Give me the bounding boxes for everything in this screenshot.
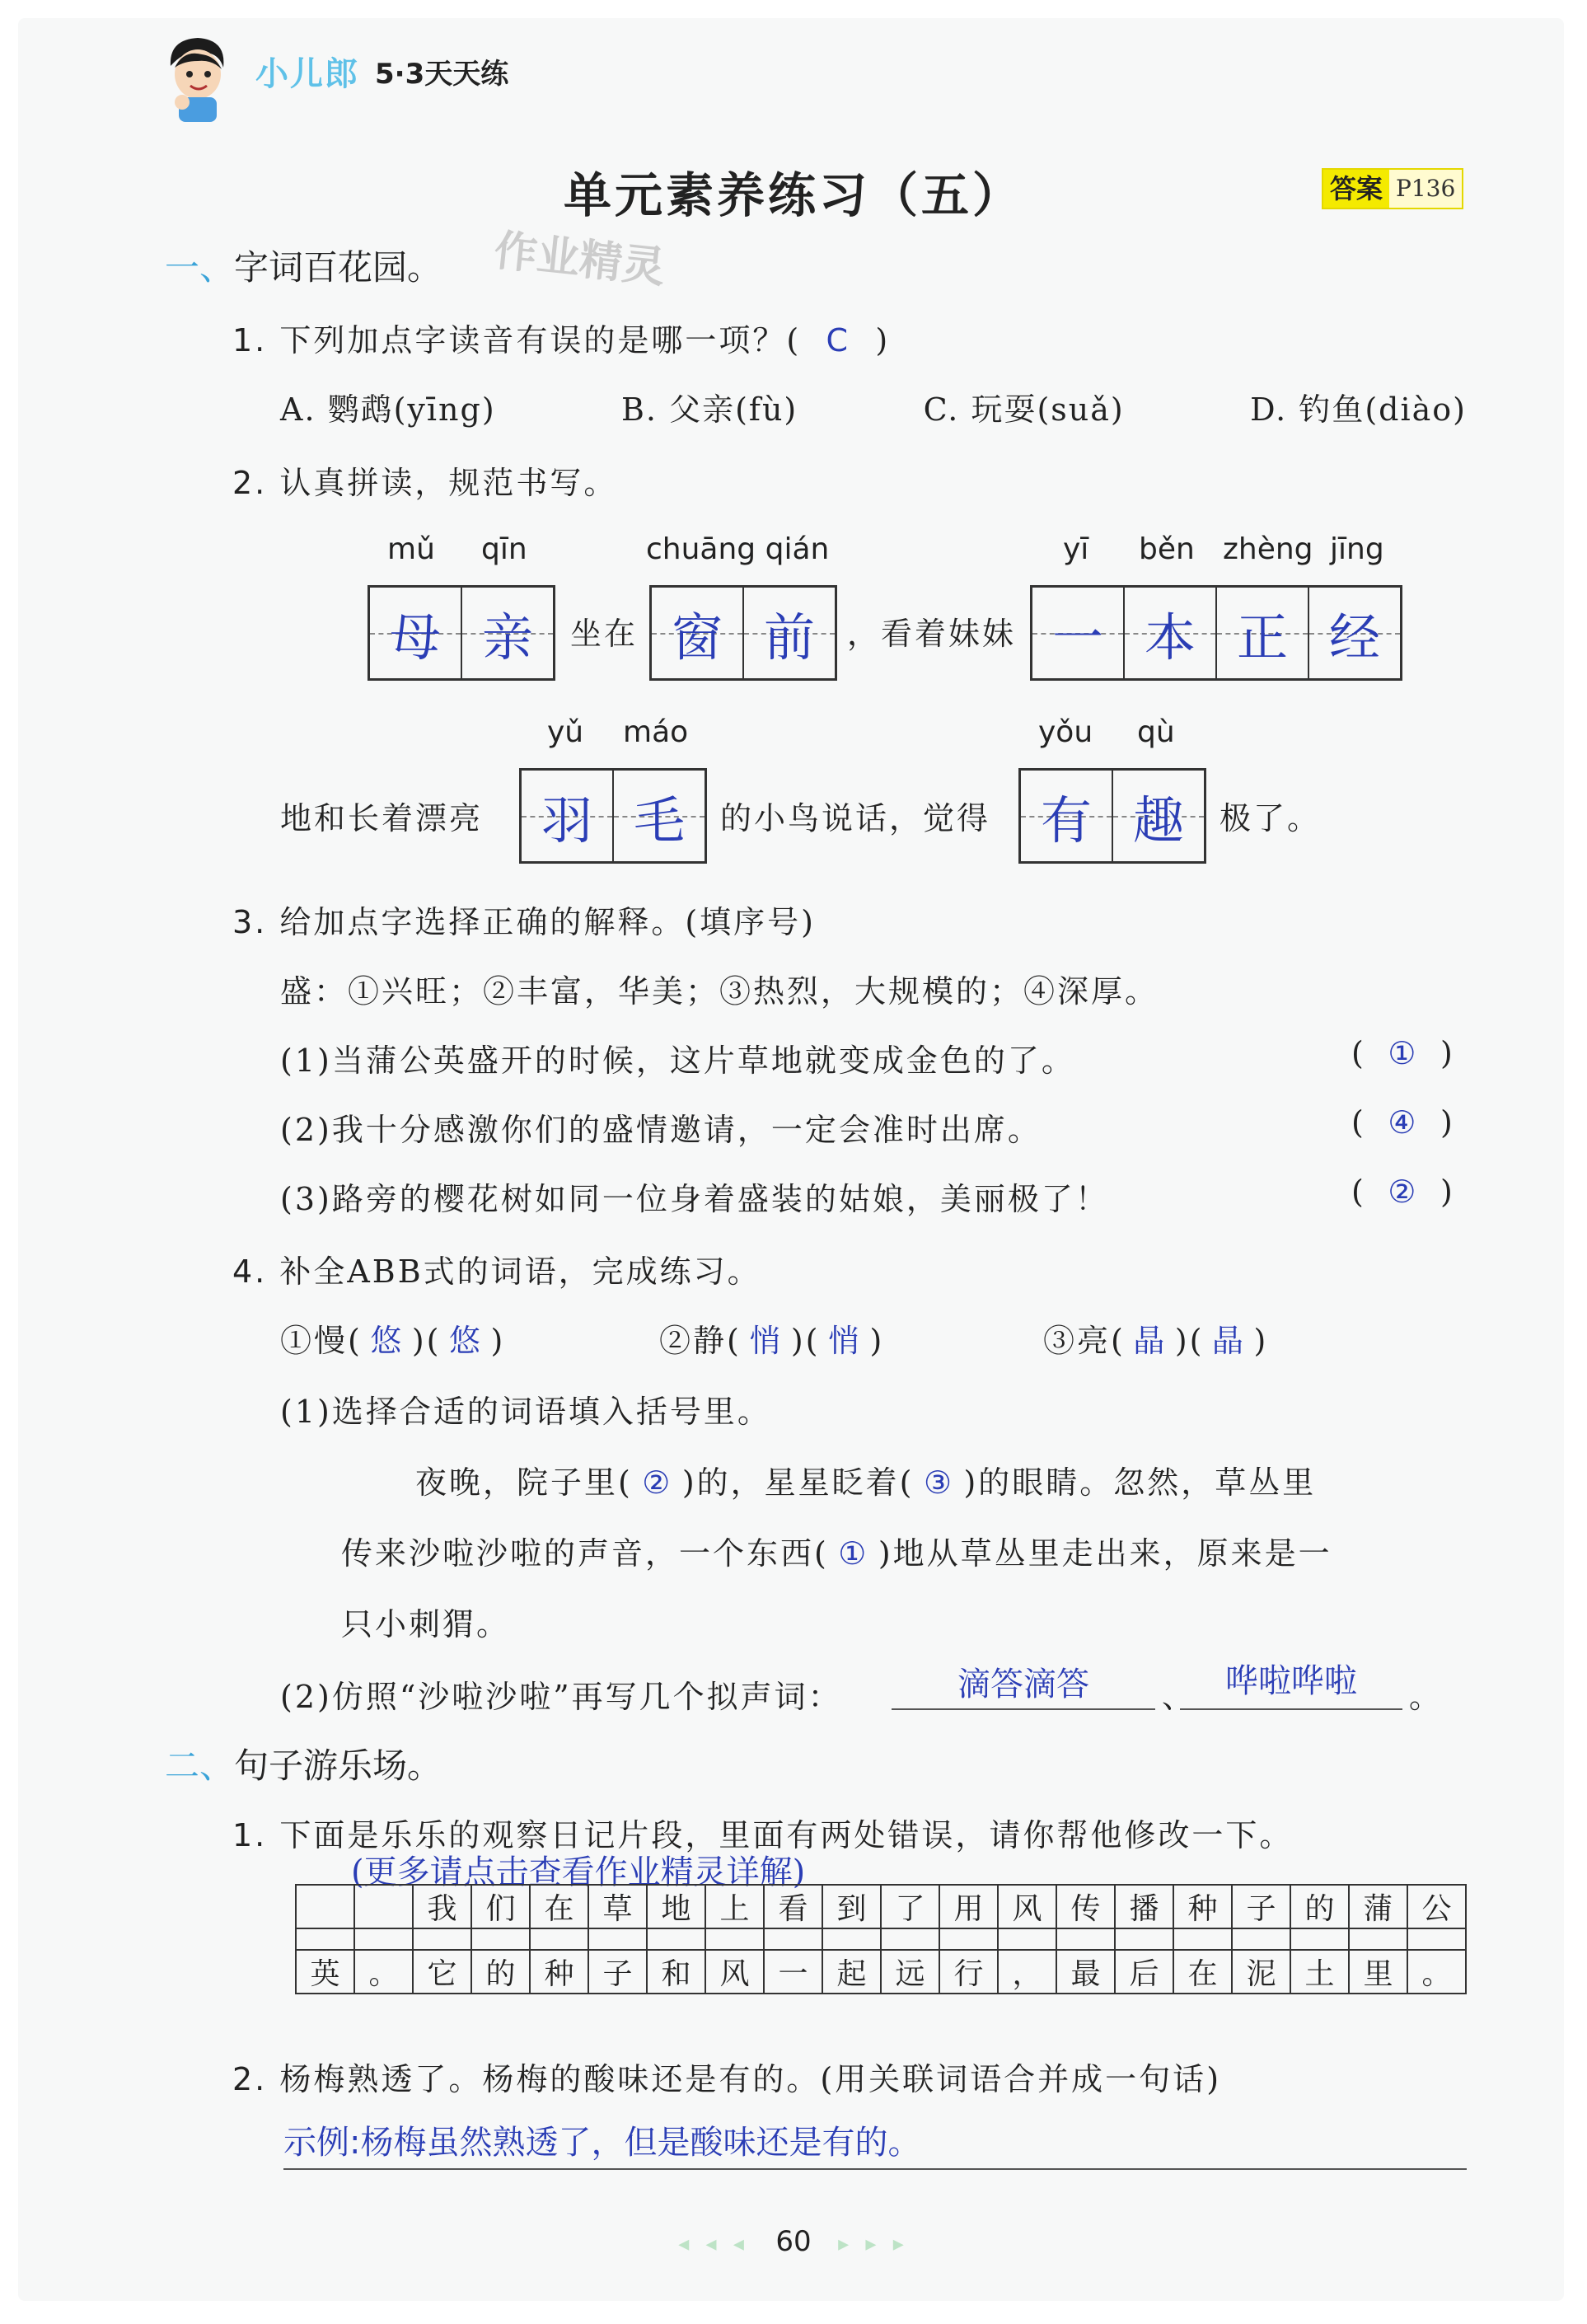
spacer-cell: [881, 1928, 939, 1950]
left-arrows-icon: ◂ ◂ ◂: [678, 2232, 749, 2256]
abb-end: ): [1253, 1323, 1269, 1359]
spacer-cell: [413, 1928, 471, 1950]
question-2-2: [232, 2054, 1221, 2099]
grid-cell[interactable]: 它: [413, 1950, 471, 1994]
grid-cell[interactable]: [1113, 771, 1204, 861]
grid-cell[interactable]: 在: [530, 1885, 588, 1928]
grid-char: 趣: [1132, 790, 1184, 850]
separator: 、: [1162, 1679, 1196, 1715]
pinyin-yu: yǔ: [547, 715, 584, 749]
sentence-fragment: ，看着妹妹: [847, 616, 1017, 652]
q4-paragraph-line-1: [415, 1457, 1316, 1502]
abb-mid: )(: [411, 1323, 442, 1359]
grid-cell[interactable]: [354, 1885, 413, 1928]
spacer-cell: [939, 1928, 998, 1950]
grid-cell[interactable]: [370, 588, 462, 678]
sentence-fragment: 极了。: [1220, 800, 1322, 836]
grid-cell[interactable]: 行: [939, 1950, 998, 1994]
pinyin-mao: máo: [623, 715, 689, 749]
onomatopoeia-answer-line-2[interactable]: [1180, 1655, 1402, 1703]
question-number: 1.: [232, 322, 268, 358]
option-a: A. 鹦鹉(yīng): [280, 391, 496, 428]
brand-logo-text: 小儿郎: [255, 55, 359, 93]
pinyin-yi: yī: [1063, 532, 1089, 566]
question-text: 下面是乐乐的观察日记片段，里面有两处错误，请你帮他修改一下。: [279, 1817, 1294, 1853]
section-1-title: 字词百花园。: [234, 247, 442, 288]
para-text: 传来沙啦沙啦的声音，一个东西(: [341, 1535, 829, 1572]
section-2-number: 二、: [165, 1745, 235, 1786]
para-text: )的眼睛。忽然，草丛里: [963, 1464, 1317, 1501]
brand-subtitle: 5·3天天练: [375, 58, 509, 91]
pinyin-ben: běn: [1139, 532, 1195, 566]
abb-word-2: [659, 1315, 884, 1361]
grid-cell[interactable]: [296, 1885, 354, 1928]
q3-item-2-answer: ( ④ ): [1351, 1104, 1455, 1141]
grid-cell[interactable]: 播: [1115, 1885, 1173, 1928]
abb-end: ): [490, 1323, 506, 1359]
abb-answer: 悄: [827, 1323, 862, 1359]
grid-cell[interactable]: 最: [1056, 1950, 1115, 1994]
grid-row: [296, 1950, 1466, 1994]
abb-mid: )(: [790, 1323, 821, 1359]
spacer-cell: [1407, 1928, 1466, 1950]
grid-char: 有: [1040, 790, 1092, 850]
watermark: 作业精灵: [491, 226, 668, 293]
onomatopoeia-answer-1: 滴答滴答: [957, 1666, 1089, 1703]
spacer-cell: [1173, 1928, 1232, 1950]
grid-cell[interactable]: 后: [1115, 1950, 1173, 1994]
page-number: 60: [775, 2225, 812, 2258]
question-text: 下列加点字读音有误的是哪一项？(: [279, 322, 802, 358]
option-b: B. 父亲(fù): [620, 391, 798, 428]
grid-cell[interactable]: ，: [998, 1950, 1056, 1994]
grid-cell[interactable]: 风: [705, 1950, 764, 1994]
answer-label: 答案: [1323, 170, 1389, 208]
abb-word-3: [1043, 1315, 1268, 1361]
grid-char: 母: [389, 607, 441, 668]
example-answer: 示例:杨梅虽然熟透了，但是酸味还是有的。: [283, 2124, 921, 2162]
diary-grid: [295, 1884, 1467, 1994]
grid-cell[interactable]: 远: [881, 1950, 939, 1994]
writing-grid-yibenzhengjing: [1030, 585, 1402, 681]
grid-cell[interactable]: [522, 771, 614, 861]
grid-cell[interactable]: 里: [1349, 1950, 1407, 1994]
q3-item-1-answer: ( ① ): [1351, 1035, 1455, 1071]
right-arrows-icon: ▸ ▸ ▸: [838, 2232, 909, 2256]
grid-char: 经: [1328, 607, 1380, 668]
spacer-cell: [1115, 1928, 1173, 1950]
grid-char: 一: [1051, 607, 1103, 668]
question-text: 给加点字选择正确的解释。(填序号): [279, 904, 817, 940]
pinyin-chuangqian: chuāng qián: [646, 532, 830, 566]
spacer-cell: [296, 1928, 354, 1950]
grid-cell[interactable]: 传: [1056, 1885, 1115, 1928]
detail-link[interactable]: (更多请点击查看作业精灵详解): [351, 1853, 806, 1891]
writing-grid-yumao: [519, 768, 707, 864]
abb-end: ): [869, 1323, 885, 1359]
paren-close: ): [875, 322, 891, 358]
q4-paragraph-line-3: 只小刺猬。: [341, 1606, 511, 1642]
grid-cell[interactable]: 到: [822, 1885, 881, 1928]
spacer-cell: [705, 1928, 764, 1950]
question-number: 3.: [232, 904, 268, 940]
writing-grid-youqu: [1018, 768, 1206, 864]
grid-cell[interactable]: 英: [296, 1950, 354, 1994]
grid-cell[interactable]: 土: [1290, 1950, 1349, 1994]
answer-choice: C: [826, 322, 851, 358]
onomatopoeia-answer-line-1[interactable]: [892, 1658, 1155, 1706]
onomatopoeia-answer-2: 哗啦哗啦: [1225, 1662, 1357, 1700]
answer-number: ④: [1388, 1104, 1419, 1141]
sentence-fragment: 坐在: [570, 616, 639, 652]
abb-prefix: ③亮(: [1043, 1323, 1126, 1359]
grid-cell[interactable]: 公: [1407, 1885, 1466, 1928]
grid-cell[interactable]: 我: [413, 1885, 471, 1928]
q3-item-1: (1)当蒲公英盛开的时候，这片草地就变成金色的了。: [280, 1043, 1075, 1079]
para-text: )的，星星眨着(: [681, 1464, 915, 1501]
para-text: 夜晚，院子里(: [415, 1464, 633, 1501]
spacer-cell: [588, 1928, 647, 1950]
q3-item-2: (2)我十分感激你们的盛情邀请，一定会准时出席。: [280, 1112, 1042, 1148]
spacer-cell: [471, 1928, 530, 1950]
option-d: D. 钓鱼(diào): [1250, 391, 1467, 428]
grid-char: 羽: [541, 790, 592, 850]
grid-char: 前: [763, 607, 815, 668]
grid-cell[interactable]: [1309, 588, 1400, 678]
q4-paragraph-line-2: [341, 1528, 1332, 1573]
sentence-fragment: 的小鸟说话，觉得: [720, 800, 991, 836]
grid-spacer-row: [296, 1928, 1466, 1950]
answer-number: ①: [1388, 1035, 1419, 1071]
abb-answer: 悠: [370, 1323, 405, 1359]
abb-prefix: ①慢(: [280, 1323, 363, 1359]
grid-cell[interactable]: [744, 588, 835, 678]
grid-cell[interactable]: 种: [1173, 1885, 1232, 1928]
writing-grid-chuangqian: [649, 585, 837, 681]
question-1-3: [232, 897, 816, 942]
answer-page-tag[interactable]: [1322, 168, 1463, 209]
grid-cell[interactable]: 。: [354, 1950, 413, 1994]
answer-line[interactable]: [283, 2116, 1467, 2170]
question-text: 杨梅熟透了。杨梅的酸味还是有的。(用关联词语合并成一句话): [279, 2061, 1222, 2097]
abb-answer: 悠: [448, 1323, 483, 1359]
spacer-cell: [822, 1928, 881, 1950]
grid-cell[interactable]: 一: [764, 1950, 822, 1994]
grid-cell[interactable]: 地: [647, 1885, 705, 1928]
grid-cell[interactable]: 上: [705, 1885, 764, 1928]
grid-cell[interactable]: [1032, 588, 1125, 678]
option-c: C. 玩耍(suǎ): [923, 391, 1125, 428]
para-answer: ③: [923, 1464, 955, 1501]
grid-cell[interactable]: 蒲: [1349, 1885, 1407, 1928]
section-1-number: 一、: [165, 247, 235, 288]
grid-cell[interactable]: 子: [1232, 1885, 1290, 1928]
grid-char: 窗: [671, 607, 723, 668]
grid-cell[interactable]: 看: [764, 1885, 822, 1928]
pinyin-qu: qù: [1137, 715, 1175, 749]
answer-underline: [1180, 1708, 1402, 1710]
spacer-cell: [1232, 1928, 1290, 1950]
spacer-cell: [1056, 1928, 1115, 1950]
spacer-cell: [998, 1928, 1056, 1950]
spacer-cell: [647, 1928, 705, 1950]
question-text: 补全ABB式的词语，完成练习。: [279, 1253, 761, 1290]
grid-cell[interactable]: 和: [647, 1950, 705, 1994]
grid-cell[interactable]: 的: [1290, 1885, 1349, 1928]
answer-number: ②: [1388, 1174, 1419, 1210]
spacer-cell: [1290, 1928, 1349, 1950]
spacer-cell: [530, 1928, 588, 1950]
pinyin-mu: mǔ: [387, 532, 435, 566]
grid-cell[interactable]: 。: [1407, 1950, 1466, 1994]
grid-cell[interactable]: [1021, 771, 1113, 861]
question-number: 1.: [232, 1817, 268, 1853]
section-2-title: 句子游乐场。: [234, 1745, 442, 1786]
period: 。: [1409, 1679, 1444, 1715]
page-footer: [0, 2225, 1587, 2258]
answer-page-ref: P136: [1389, 170, 1462, 208]
grid-cell[interactable]: [1125, 588, 1217, 678]
q4-sub1: (1)选择合适的词语填入括号里。: [280, 1394, 771, 1430]
question-1-4: [232, 1246, 761, 1291]
grid-cell[interactable]: 了: [881, 1885, 939, 1928]
section-1-heading: [165, 241, 442, 290]
grid-cell[interactable]: 在: [1173, 1950, 1232, 1994]
q4-sub2: (2)仿照“沙啦沙啦”再写几个拟声词：: [280, 1679, 842, 1715]
grid-cell[interactable]: [462, 588, 553, 678]
answer-underline: [283, 2168, 1467, 2170]
abb-prefix: ②静(: [659, 1323, 742, 1359]
pinyin-you: yǒu: [1038, 715, 1093, 749]
para-answer: ②: [642, 1464, 673, 1501]
grid-cell[interactable]: 种: [530, 1950, 588, 1994]
question-text: 认真拼读，规范书写。: [279, 465, 618, 501]
question-1-2: [232, 457, 617, 503]
question-number: 4.: [232, 1253, 268, 1290]
grid-char: 本: [1144, 607, 1196, 668]
grid-cell[interactable]: 们: [471, 1885, 530, 1928]
para-answer: ①: [838, 1535, 869, 1572]
definition-line: 盛：①兴旺；②丰富，华美；③热烈，大规模的；④深厚。: [280, 973, 1159, 1010]
grid-cell[interactable]: 泥: [1232, 1950, 1290, 1994]
grid-cell[interactable]: [614, 771, 705, 861]
writing-grid-muqin: [367, 585, 555, 681]
spacer-cell: [354, 1928, 413, 1950]
grid-char: 毛: [633, 790, 685, 850]
spacer-cell: [764, 1928, 822, 1950]
grid-cell[interactable]: [652, 588, 744, 678]
question-number: 2.: [232, 465, 268, 501]
question-1-1-options: [280, 384, 1467, 429]
question-number: 2.: [232, 2061, 268, 2097]
abb-word-1: [280, 1315, 505, 1361]
page-title: 单元素养练习（五）: [563, 167, 1023, 223]
grid-char: 亲: [481, 607, 533, 668]
grid-cell[interactable]: 用: [939, 1885, 998, 1928]
section-2-heading: [165, 1739, 442, 1788]
sentence-fragment: 地和长着漂亮: [280, 800, 484, 836]
abb-answer: 晶: [1133, 1323, 1168, 1359]
grid-cell[interactable]: 起: [822, 1950, 881, 1994]
abb-answer: 悄: [749, 1323, 784, 1359]
abb-answer: 晶: [1211, 1323, 1246, 1359]
grid-char: 正: [1236, 607, 1288, 668]
q3-item-3: (3)路旁的樱花树如同一位身着盛装的姑娘，美丽极了！: [280, 1181, 1109, 1217]
pinyin-qin: qīn: [481, 532, 527, 566]
question-1-1: [232, 315, 890, 360]
boy-mascot-icon: [161, 33, 235, 124]
grid-cell[interactable]: 风: [998, 1885, 1056, 1928]
pinyin-zheng: zhèng: [1223, 532, 1313, 566]
para-text: )地从草丛里走出来，原来是一: [878, 1535, 1332, 1572]
spacer-cell: [1349, 1928, 1407, 1950]
grid-cell[interactable]: 的: [471, 1950, 530, 1994]
q3-item-3-answer: ( ② ): [1351, 1174, 1455, 1210]
abb-mid: )(: [1174, 1323, 1205, 1359]
pinyin-jing: jīng: [1330, 532, 1384, 566]
grid-row: [296, 1885, 1466, 1928]
answer-underline: [892, 1708, 1155, 1710]
grid-cell[interactable]: 草: [588, 1885, 647, 1928]
grid-cell[interactable]: [1217, 588, 1309, 678]
grid-cell[interactable]: 子: [588, 1950, 647, 1994]
